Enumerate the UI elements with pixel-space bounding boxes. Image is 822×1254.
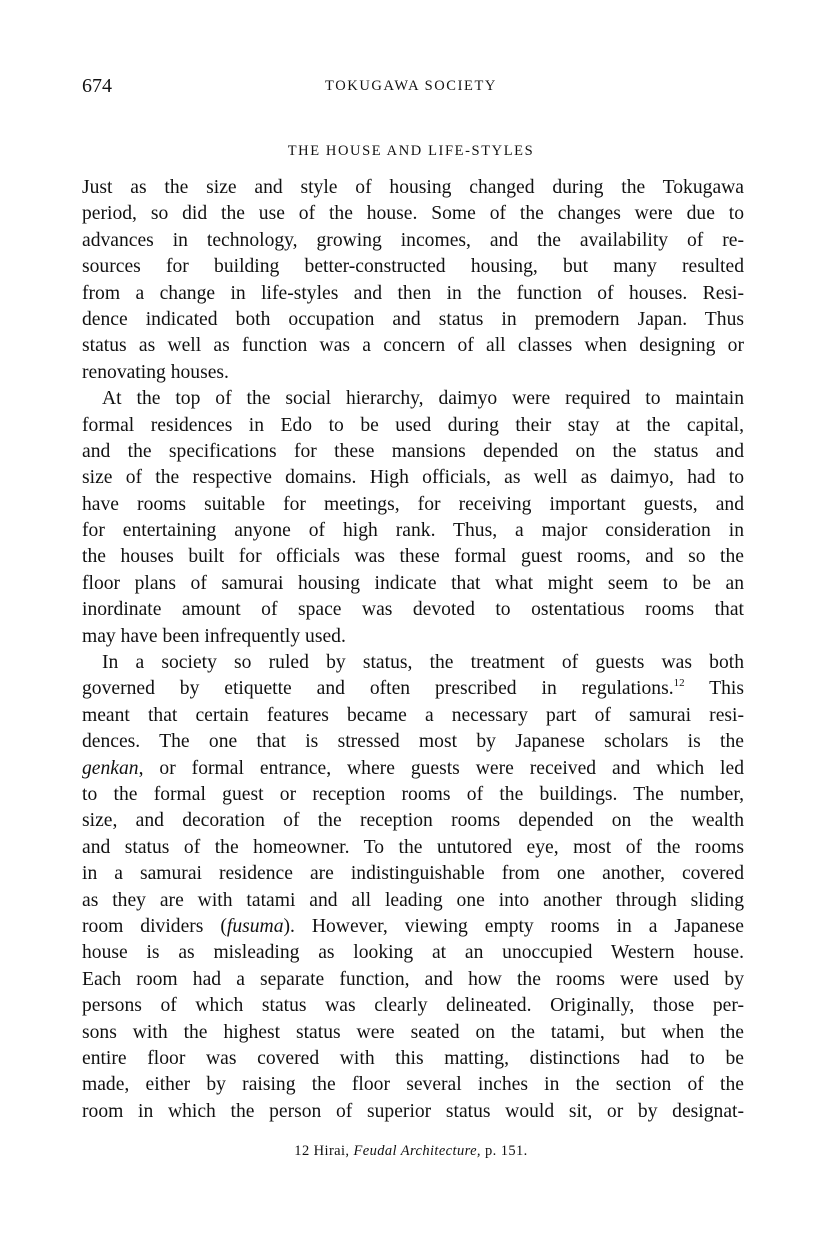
text-line — [82, 676, 744, 702]
text-line: as they are with tatami and all leading one into another through sliding — [82, 889, 744, 911]
footnote-author: Hirai, — [313, 1143, 350, 1159]
text-line: and status of the homeowner. To the untutored eye, most of the rooms — [82, 836, 744, 858]
text-line: advances in technology, growing incomes, and the availability of re- — [82, 229, 744, 251]
footnote-number: 12 — [294, 1143, 310, 1159]
text-run: This — [684, 678, 744, 700]
text-line: sons with the highest status were seated on the tatami, but when the — [82, 1021, 744, 1043]
text-line: inordinate amount of space was devoted to ostentatious rooms that — [82, 599, 744, 621]
text-line: persons of which status was clearly delineated. Originally, those per- — [82, 995, 744, 1017]
text-line — [82, 756, 744, 782]
italic-term-fusuma: fusuma — [226, 915, 284, 937]
text-line: room in which the person of superior status would sit, or by designat- — [82, 1100, 744, 1122]
text-line: status as well as function was a concern of all classes when designing or — [82, 335, 744, 357]
body-text — [82, 175, 744, 1125]
text-line: floor plans of samurai housing indicate that what might seem to be an — [82, 572, 744, 594]
text-line: Each room had a separate function, and how the rooms were used by — [82, 968, 744, 990]
footnote-page: p. 151. — [485, 1143, 528, 1159]
text-line: size of the respective domains. High officials, as well as daimyo, had to — [82, 467, 744, 489]
text-run: , or formal entrance, where guests were received and which led — [138, 757, 744, 779]
text-line — [82, 914, 744, 940]
text-run: governed by etiquette and often prescribed in regulations. — [82, 678, 674, 700]
text-line: Just as the size and style of housing changed during the Tokugawa — [82, 177, 744, 198]
section-title: THE HOUSE AND LIFE-STYLES — [287, 143, 535, 159]
text-line: In a society so ruled by status, the treatment of guests was both — [102, 652, 744, 674]
running-head: TOKUGAWA SOCIETY — [325, 78, 497, 94]
text-run: ). However, viewing empty rooms in a Japanese — [283, 915, 744, 937]
text-line: formal residences in Edo to be used during their stay at the capital, — [82, 414, 744, 436]
text-line: meant that certain features became a necessary part of samurai resi- — [82, 704, 744, 726]
text-line: to the formal guest or reception rooms of the buildings. The number, — [82, 783, 744, 805]
text-line: and the specifications for these mansions depended on the status and — [82, 440, 744, 462]
text-line: sources for building better-constructed housing, but many resulted — [82, 256, 744, 278]
footnote-reference: 12 — [673, 677, 685, 690]
text-line: from a change in life-styles and then in the function of houses. Resi- — [82, 282, 744, 304]
text-line: have rooms suitable for meetings, for receiving important guests, and — [82, 493, 744, 515]
footnote — [0, 1141, 822, 1161]
page-number: 674 — [82, 75, 112, 97]
text-run: room dividers ( — [82, 915, 227, 937]
text-line: for entertaining anyone of high rank. Thus, a major consideration in — [82, 520, 744, 542]
text-line: dences. The one that is stressed most by Japanese scholars is the — [82, 731, 744, 753]
italic-term-genkan: genkan — [82, 757, 139, 779]
text-line: house is as misleading as looking at an unoccupied Western house. — [82, 942, 744, 964]
text-line: dence indicated both occupation and status in premodern Japan. Thus — [82, 308, 744, 330]
text-line: size, and decoration of the reception rooms depended on the wealth — [82, 810, 744, 832]
text-line: made, either by raising the floor several inches in the section of the — [82, 1074, 744, 1096]
text-line: entire floor was covered with this matting, distinctions had to be — [82, 1047, 744, 1069]
footnote-title: Feudal Architecture, — [353, 1143, 481, 1159]
text-line: period, so did the use of the house. Some of the changes were due to — [82, 203, 744, 225]
text-line: the houses built for officials was these formal guest rooms, and so the — [82, 546, 744, 568]
text-line: in a samurai residence are indistinguishable from one another, covered — [82, 863, 744, 885]
text-line: may have been infrequently used. — [82, 625, 346, 647]
text-line: renovating houses. — [82, 361, 229, 383]
text-line: At the top of the social hierarchy, daimyo were required to maintain — [102, 388, 744, 410]
